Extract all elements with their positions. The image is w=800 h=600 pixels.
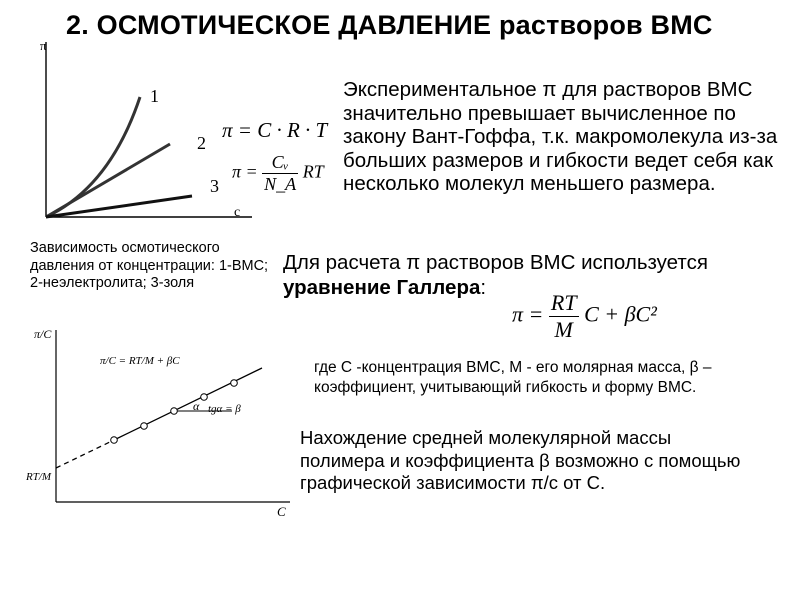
graph2-dashed-extrapolation (56, 440, 114, 468)
curve-label-1: 1 (150, 86, 159, 106)
f2-fraction (262, 152, 298, 195)
f2-numerator: Cᵥ (262, 152, 298, 174)
graph2-equation-label: π/C = RT/M + βC (100, 355, 180, 367)
graph2-y-label: π/C (34, 327, 52, 341)
paragraph-legend: где С -концентрация ВМС, М - его молярная масса, β – коэффициент, учитывающий гибкость и форму ВМС. (314, 359, 712, 396)
graph1-caption: Зависимость осмотического давления от концентрации: 1-ВМС; 2-неэлектролита; 3-золя (30, 240, 269, 291)
f3-numerator: RT (550, 290, 577, 315)
p2-bold: уравнение Галлера (283, 276, 481, 299)
f3-lhs: π = (512, 301, 544, 327)
paragraph-graphical-method: Нахождение средней молекулярной массы полимера и коэффициента β возможно с помощью графической зависимости π/с от С. (300, 427, 741, 493)
data-point (111, 437, 118, 444)
f2-lhs: π = (232, 161, 258, 182)
data-point (141, 423, 148, 430)
curve-label-2: 2 (197, 133, 206, 153)
f3-rhs: C + βC² (584, 301, 657, 327)
f2-rhs: RT (302, 161, 324, 182)
graph1-curve-1 (46, 97, 140, 217)
p2-text: Для расчета π растворов ВМС используется (283, 251, 708, 274)
graph1-y-label: π (40, 38, 47, 53)
graph2-angle-label: α (193, 399, 200, 413)
data-point (201, 394, 208, 401)
graph2-x-label: C (277, 504, 286, 519)
data-point (231, 380, 238, 387)
graph2-intercept-label: RT/M (26, 471, 52, 483)
p2-end: : (480, 276, 487, 299)
pi-over-c-chart (22, 320, 297, 520)
formula-haller (512, 290, 657, 343)
formula-vant-hoff-molar (232, 152, 324, 195)
graph1-curve-2 (46, 144, 170, 217)
graph2-tangent-label: tgα = β (208, 403, 241, 415)
page-title: 2. ОСМОТИЧЕСКОЕ ДАВЛЕНИЕ растворов ВМС (66, 10, 713, 40)
graph1-curve-3 (46, 196, 192, 217)
paragraph-experimental: Экспериментальное π для растворов ВМС значительно превышает вычисленное по закону Вант-Гоффа, т.к. макромолекула из-за больших размеров и гибкости ведет себя как несколько молекул меньшего размера. (343, 78, 778, 195)
f2-denominator: N_A (264, 174, 297, 194)
f3-denominator: M (554, 317, 573, 342)
curve-label-3: 3 (210, 176, 219, 196)
graph1-x-label: с (234, 205, 241, 220)
formula-vant-hoff: π = C · R · T (222, 118, 328, 142)
data-point (171, 408, 178, 415)
f3-fraction (549, 290, 579, 343)
